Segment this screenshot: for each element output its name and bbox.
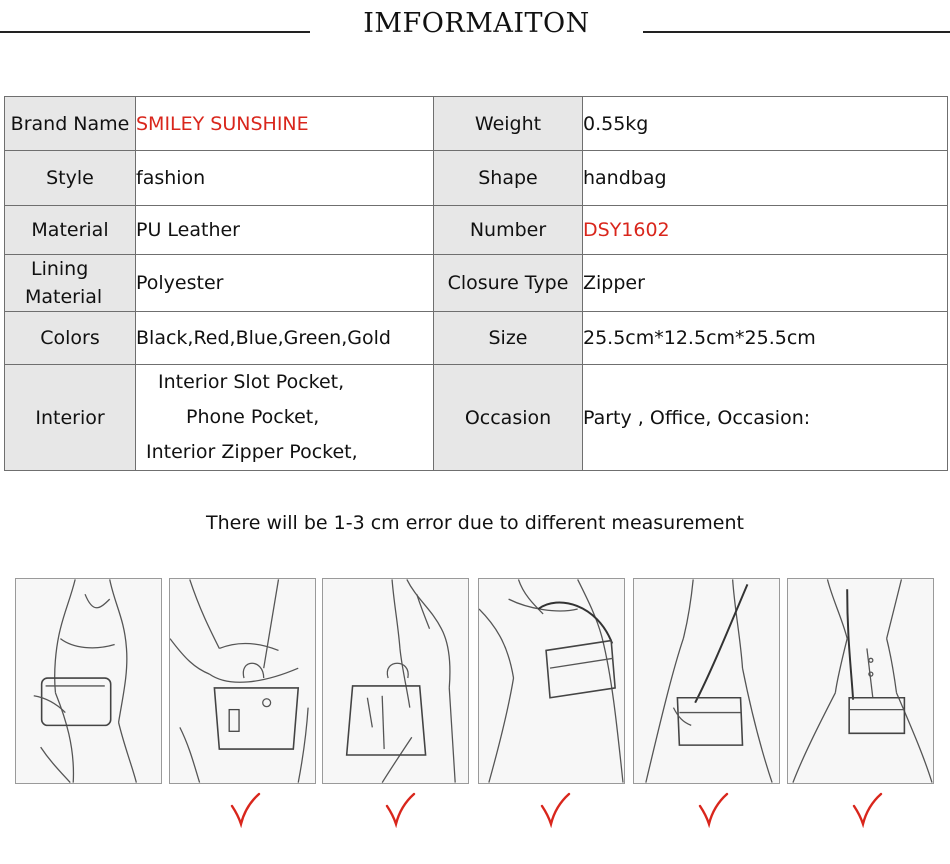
table-row [5, 97, 948, 151]
illustration-crossbody-front [633, 578, 780, 784]
table-row [5, 151, 948, 206]
style-value: fashion [136, 151, 434, 206]
checkmark-icon [538, 792, 572, 828]
checkmark-icon [850, 792, 884, 828]
shape-label: Shape [434, 151, 583, 206]
illustration-top-handle-carry [169, 578, 316, 784]
colors-value: Black,Red,Blue,Green,Gold [136, 312, 434, 365]
measurement-note: There will be 1-3 cm error due to different measurement [205, 512, 744, 534]
header-rule-left [0, 31, 310, 33]
table-row [5, 255, 948, 312]
interior-item: Interior Zipper Pocket, [146, 441, 358, 463]
spec-table [4, 96, 948, 471]
illustration-crossbody-side [787, 578, 934, 784]
occasion-value: Party , Office, Occasion: [583, 365, 948, 471]
colors-label: Colors [5, 312, 136, 365]
lining-label-line2: Material [25, 286, 103, 308]
style-label: Style [5, 151, 136, 206]
occasion-label: Occasion [434, 365, 583, 471]
illustration-shoulder-carry [478, 578, 625, 784]
interior-item: Interior Slot Pocket, [158, 371, 345, 393]
closure-type-value: Zipper [583, 255, 948, 312]
weight-label: Weight [434, 97, 583, 151]
material-value: PU Leather [136, 206, 434, 255]
closure-type-label: Closure Type [434, 255, 583, 312]
material-label: Material [5, 206, 136, 255]
size-label: Size [434, 312, 583, 365]
checkmark-icon [383, 792, 417, 828]
illustration-hand-held-tote [322, 578, 469, 784]
interior-value [136, 365, 434, 471]
section-header [0, 0, 950, 60]
weight-value: 0.55kg [583, 97, 948, 151]
table-row [5, 312, 948, 365]
brand-name-value: SMILEY SUNSHINE [136, 97, 434, 151]
shape-value: handbag [583, 151, 948, 206]
checkmark-icon [696, 792, 730, 828]
number-label: Number [434, 206, 583, 255]
illustration-clutch-carry [15, 578, 162, 784]
lining-material-value: Polyester [136, 255, 434, 312]
header-rule-right [643, 31, 950, 33]
interior-label: Interior [5, 365, 136, 471]
lining-label-line1: Lining [31, 258, 89, 280]
checkmark-icon [228, 792, 262, 828]
interior-item: Phone Pocket, [186, 406, 320, 428]
section-title: IMFORMAITON [363, 8, 590, 39]
size-value: 25.5cm*12.5cm*25.5cm [583, 312, 948, 365]
table-row [5, 206, 948, 255]
number-value: DSY1602 [583, 206, 948, 255]
brand-name-label: Brand Name [5, 97, 136, 151]
table-row [5, 365, 948, 471]
lining-material-label [5, 255, 136, 312]
